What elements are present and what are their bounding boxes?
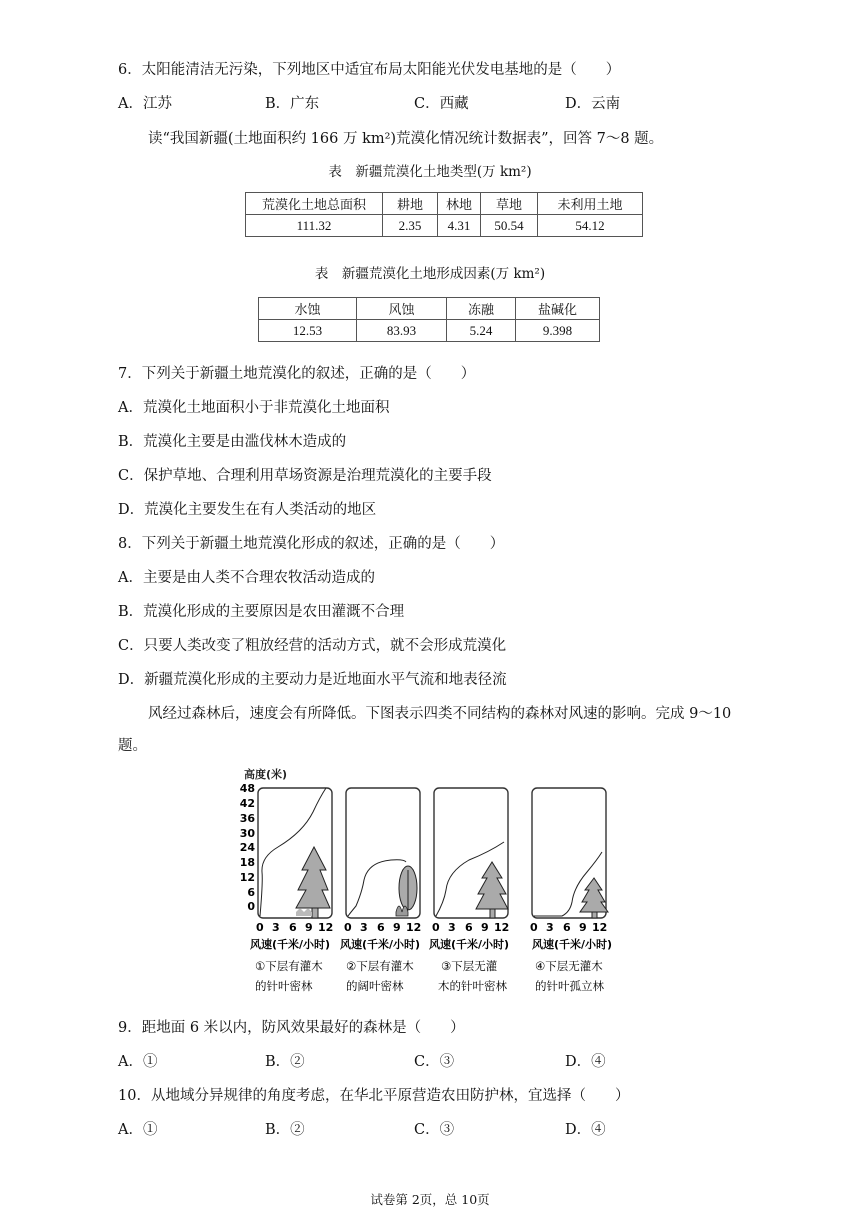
x-tick-label: 9 [305, 921, 313, 934]
question-6-option-c: C．西藏 [414, 96, 469, 112]
wind-speed-forest-figure [238, 762, 638, 998]
table2-value-cell: 9.398 [516, 320, 600, 342]
table1-value-cell: 111.32 [246, 215, 383, 237]
table1-caption: 表 新疆荒漠化土地类型(万 km²) [328, 164, 532, 180]
panel-4-caption-line1: ④下层无灌木 [535, 959, 603, 973]
x-tick-label: 9 [481, 921, 489, 934]
question-10-stem: 10．从地域分异规律的角度考虑，在华北平原营造农田防护林，宜选择（ ） [118, 1088, 630, 1104]
x-tick-label: 6 [377, 921, 385, 934]
table2-header-cell: 冻融 [447, 298, 516, 320]
table1-header-cell: 耕地 [383, 193, 438, 215]
question-8-option-c: C．只要人类改变了粗放经营的活动方式，就不会形成荒漠化 [118, 638, 507, 654]
y-tick-label: 18 [239, 856, 255, 869]
figure-y-ticks [240, 782, 256, 913]
x-tick-label: 12 [494, 921, 510, 934]
table2-value-row [259, 320, 600, 342]
forest-panel-1 [258, 788, 332, 918]
question-6-option-d: D．云南 [565, 96, 621, 112]
figure-x-ticks [256, 921, 607, 934]
question-7-option-a: A．荒漠化土地面积小于非荒漠化土地面积 [118, 400, 390, 416]
table1-land-types [245, 192, 643, 237]
intro-7-8: 读“我国新疆(土地面积约 166 万 km²)荒漠化情况统计数据表”，回答 7～8 题。 [148, 131, 664, 147]
question-7-option-c: C．保护草地、合理利用草场资源是治理荒漠化的主要手段 [118, 468, 492, 484]
table2-header-cell: 盐碱化 [516, 298, 600, 320]
figure-panel-captions [255, 959, 604, 993]
page-footer: 试卷第 2页，总 10页 [370, 1192, 490, 1207]
x-axis-label: 风速(千米/小时) [340, 938, 421, 951]
panel-2-caption-line2: 的阔叶密林 [346, 979, 404, 993]
x-tick-label: 0 [530, 921, 538, 934]
question-10-option-c: C．③ [414, 1122, 455, 1138]
table2-header-cell: 水蚀 [259, 298, 357, 320]
table1-value-cell: 2.35 [383, 215, 438, 237]
panel-3-caption-line2: 木的针叶密林 [438, 979, 507, 993]
x-tick-label: 3 [546, 921, 554, 934]
question-10-option-a: A．① [118, 1122, 158, 1138]
x-tick-label: 6 [465, 921, 473, 934]
question-9-option-d: D．④ [565, 1054, 606, 1070]
table2-value-cell: 83.93 [357, 320, 447, 342]
forest-panel-3 [434, 788, 508, 918]
table2-formation-factors [258, 297, 600, 342]
panel-3-caption-line1: ③下层无灌 [441, 959, 498, 973]
question-6-option-b: B．广东 [265, 96, 320, 112]
table1-header-cell: 未利用土地 [538, 193, 643, 215]
x-tick-label: 12 [406, 921, 422, 934]
table1-value-cell: 50.54 [481, 215, 538, 237]
table1-header-cell: 荒漠化土地总面积 [246, 193, 383, 215]
forest-panel-2 [346, 788, 420, 918]
figure-x-labels [250, 937, 612, 951]
figure-y-label: 高度(米) [244, 768, 288, 781]
table2-caption: 表 新疆荒漠化土地形成因素(万 km²) [314, 266, 546, 282]
x-tick-label: 0 [344, 921, 352, 934]
question-7-option-b: B．荒漠化主要是由滥伐林木造成的 [118, 434, 347, 450]
question-6-option-a: A．江苏 [118, 96, 172, 112]
table2-value-cell: 12.53 [259, 320, 357, 342]
panel-1-caption-line2: 的针叶密林 [255, 979, 313, 993]
question-9-option-c: C．③ [414, 1054, 455, 1070]
shrub-mark [396, 906, 408, 916]
y-tick-label: 24 [239, 841, 255, 854]
question-8-option-b: B．荒漠化形成的主要原因是农田灌溉不合理 [118, 604, 405, 620]
x-tick-label: 9 [579, 921, 587, 934]
question-10-option-b: B．② [265, 1122, 305, 1138]
shrub-mark [296, 908, 312, 916]
x-tick-label: 6 [289, 921, 297, 934]
conifer-tree [476, 862, 508, 909]
x-tick-label: 3 [272, 921, 280, 934]
panel-4-caption-line2: 的针叶孤立林 [535, 979, 604, 993]
y-tick-label: 36 [239, 812, 255, 825]
question-8-stem: 8．下列关于新疆土地荒漠化形成的叙述，正确的是（ ） [118, 536, 505, 552]
y-tick-label: 0 [247, 900, 255, 913]
question-8-option-a: A．主要是由人类不合理农牧活动造成的 [118, 570, 375, 586]
table1-value-cell: 4.31 [438, 215, 481, 237]
x-tick-label: 0 [256, 921, 264, 934]
x-axis-label: 风速(千米/小时) [429, 938, 510, 951]
y-tick-label: 42 [239, 797, 255, 810]
forest-panel-4 [532, 788, 608, 918]
x-tick-label: 12 [592, 921, 608, 934]
question-6-stem: 6．太阳能清洁无污染，下列地区中适宜布局太阳能光伏发电基地的是（ ） [118, 62, 621, 78]
panel-2-caption-line1: ②下层有灌木 [346, 959, 414, 973]
panel-1-caption-line1: ①下层有灌木 [255, 959, 323, 973]
y-tick-label: 12 [239, 871, 255, 884]
x-tick-label: 12 [318, 921, 334, 934]
intro-9-10-line2: 题。 [118, 738, 147, 754]
x-axis-label: 风速(千米/小时) [250, 938, 331, 951]
table1-header-cell: 林地 [438, 193, 481, 215]
table1-header-cell: 草地 [481, 193, 538, 215]
x-tick-label: 3 [360, 921, 368, 934]
x-tick-label: 0 [432, 921, 440, 934]
tree-trunk [592, 912, 597, 918]
y-tick-label: 30 [239, 827, 255, 840]
question-10-option-d: D．④ [565, 1122, 606, 1138]
question-9-option-a: A．① [118, 1054, 158, 1070]
conifer-tree [580, 878, 608, 912]
x-axis-label: 风速(千米/小时) [532, 938, 613, 951]
y-tick-label: 6 [247, 886, 255, 899]
x-tick-label: 6 [563, 921, 571, 934]
tree-trunk [312, 908, 318, 918]
table1-value-row [246, 215, 643, 237]
question-9-option-b: B．② [265, 1054, 305, 1070]
table2-header-row [259, 298, 600, 320]
question-7-stem: 7．下列关于新疆土地荒漠化的叙述，正确的是（ ） [118, 366, 476, 382]
tree-trunk [490, 909, 495, 918]
question-7-option-d: D．荒漠化主要发生在有人类活动的地区 [118, 502, 377, 518]
question-8-option-d: D．新疆荒漠化形成的主要动力是近地面水平气流和地表径流 [118, 672, 507, 688]
table2-value-cell: 5.24 [447, 320, 516, 342]
y-tick-label: 48 [239, 782, 255, 795]
table2-header-cell: 风蚀 [357, 298, 447, 320]
intro-9-10-line1: 风经过森林后，速度会有所降低。下图表示四类不同结构的森林对风速的影响。完成 9～10 [148, 706, 732, 722]
conifer-tree [296, 847, 330, 908]
question-9-stem: 9．距地面 6 米以内，防风效果最好的森林是（ ） [118, 1020, 465, 1036]
x-tick-label: 3 [448, 921, 456, 934]
table1-value-cell: 54.12 [538, 215, 643, 237]
table1-header-row [246, 193, 643, 215]
x-tick-label: 9 [393, 921, 401, 934]
